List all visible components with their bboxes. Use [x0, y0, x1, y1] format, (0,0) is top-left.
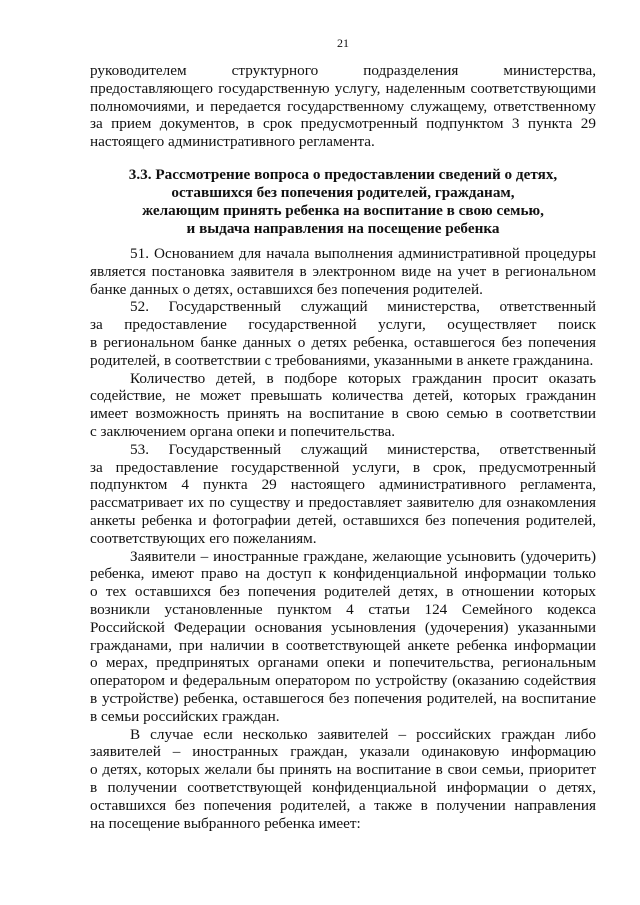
- text-line: в получении соответствующей конфиденциальной информации о детях,: [90, 778, 596, 796]
- text-line: рассматривает их по существу и предоставляет заявителю для ознакомления: [90, 494, 596, 512]
- heading-line: оставшихся без попечения родителей, гражданам,: [171, 184, 515, 201]
- text-line: 53. Государственный служащий министерства, ответственный: [130, 440, 596, 458]
- page-number: 21: [337, 36, 349, 50]
- text-line: банке данных о детях, оставшихся без попечения родителей.: [90, 280, 483, 298]
- paragraph-52: [90, 298, 596, 369]
- text-line: подпунктом 4 пункта 29 настоящего административного регламента,: [90, 476, 596, 494]
- text-line: 51. Основанием для начала выполнения административной процедуры: [130, 245, 596, 262]
- text-line: имеет возможность принять на воспитание в свою семью в соответствии: [90, 405, 596, 423]
- text-line: в устройстве) ребенка, оставшегося без попечения родителей, на воспитание: [90, 689, 596, 707]
- text-line: о детях, которых желали бы принять на воспитание в свои семьи, приоритет: [90, 761, 596, 779]
- paragraph-priority: [90, 726, 596, 833]
- paragraph-51: [90, 245, 596, 298]
- text-line: с заключением органа опеки и попечительства.: [90, 422, 396, 440]
- text-line: оператором и федеральным оператором по устройству (оказанию содействия: [90, 672, 596, 690]
- text-line: Заявители – иностранные граждане, желающие усыновить (удочерить): [130, 547, 596, 565]
- text-line: в региональном банке данных о детях ребенка, оставшегося без попечения: [90, 333, 596, 351]
- text-line: настоящего административного регламента.: [90, 133, 375, 151]
- text-line: предоставляющего государственную услугу, наделенным соответствующими: [90, 79, 596, 97]
- text-line: родителей, в соответствии с требованиями, указанными в анкете гражданина.: [90, 351, 594, 369]
- heading-line: желающим принять ребенка на воспитание в свою семью,: [142, 202, 544, 219]
- text-line: в семьи российских граждан.: [90, 707, 280, 725]
- text-line: о тех оставшихся без попечения родителей детях, в отношении которых: [90, 583, 596, 601]
- text-line: заявителей – иностранных граждан, указали одинаковую информацию: [90, 743, 596, 761]
- text-line: соответствующих его пожеланиям.: [90, 529, 317, 547]
- text-line: В случае если несколько заявителей – российских граждан либо: [130, 725, 596, 743]
- text-line: за предоставление государственной услуги, осуществляет поиск: [90, 316, 596, 334]
- text-line: 52. Государственный служащий министерства, ответственный: [130, 298, 596, 316]
- text-line: гражданами, при наличии в соответствующей анкете ребенка информации: [90, 636, 596, 654]
- text-line: полномочиями, и передается государственному служащему, ответственному: [90, 97, 596, 115]
- section-heading: [90, 166, 596, 238]
- text-line: содействие, не может превышать количества детей, которых гражданин: [90, 387, 596, 405]
- text-line: возникли установленные пунктом 4 статьи 124 Семейного кодекса: [90, 600, 596, 618]
- text-line: Российской Федерации основания усыновления (удочерения) указанными: [90, 618, 596, 636]
- paragraph-53: [90, 441, 596, 548]
- text-line: анкеты ребенка и фотографии детей, оставшихся без попечения родителей,: [90, 511, 596, 529]
- paragraph-children-count: [90, 370, 596, 441]
- continuation-paragraph: [90, 62, 596, 151]
- text-line: о мерах, предпринятых органами опеки и попечительства, региональным: [90, 654, 596, 672]
- text-line: за прием документов, в срок предусмотренный подпунктом 3 пункта 29: [90, 115, 596, 133]
- text-line: оставшихся без попечения родителей, а также в получении направления: [90, 796, 596, 814]
- text-line: является постановка заявителя в электронном виде на учет в региональном: [90, 262, 596, 280]
- heading-line: 3.3. Рассмотрение вопроса о предоставлении сведений о детях,: [128, 166, 558, 183]
- section-body: [90, 245, 596, 832]
- paragraph-foreign-applicants: [90, 548, 596, 726]
- text-line: Количество детей, в подборе которых гражданин просит оказать: [130, 369, 596, 387]
- text-line: на посещение выбранного ребенка имеет:: [90, 814, 361, 832]
- heading-line: и выдача направления на посещение ребенка: [186, 220, 500, 237]
- text-line: руководителем структурного подразделения министерства,: [90, 62, 596, 79]
- text-line: ребенка, имеют право на доступ к конфиденциальной информации только: [90, 565, 596, 583]
- text-line: за предоставление государственной услуги, в срок, предусмотренный: [90, 458, 596, 476]
